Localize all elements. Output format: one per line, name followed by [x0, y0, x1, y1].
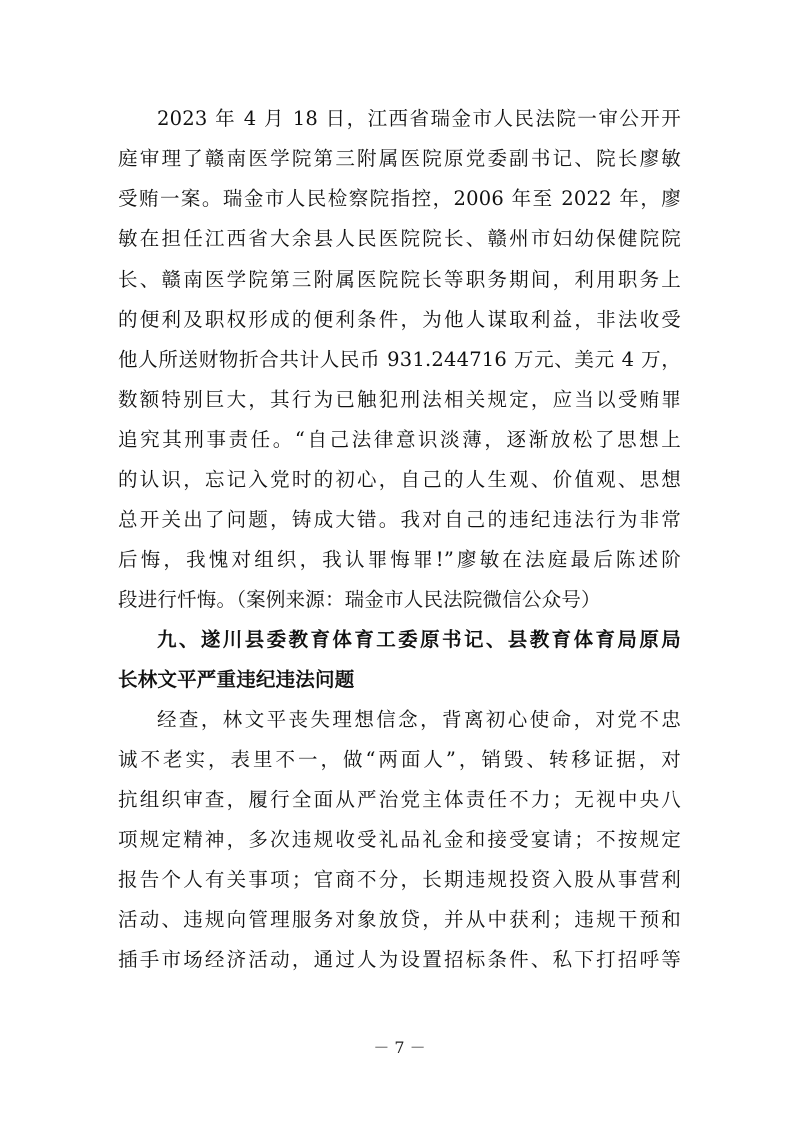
paragraph-1-line-4: 敏在担任江西省大余县人民医院院长、赣州市妇幼保健院院 [118, 227, 681, 250]
paragraph-2-line-6: 活动、违规向管理服务对象放贷，并从中获利；违规干预和 [118, 908, 681, 931]
paragraph-1-line-13: 段进行忏悔。（案例来源：瑞金市人民法院微信公众号） [118, 588, 601, 611]
paragraph-2-line-2: 诚不老实，表里不一，做“两面人”，销毁、转移证据，对 [118, 748, 681, 771]
paragraph-1-line-6: 的便利及职权形成的便利条件，为他人谋取利益，非法收受 [118, 308, 681, 331]
paragraph-2-line-3: 抗组织审查，履行全面从严治党主体责任不力；无视中央八 [118, 788, 681, 811]
paragraph-1-line-12: 后悔，我愧对组织，我认罪悔罪!”廖敏在法庭最后陈述阶 [118, 548, 681, 571]
section-heading-line-2: 长林文平严重违纪违法问题 [118, 668, 355, 691]
paragraph-2-line-1: 经查，林文平丧失理想信念，背离初心使命，对党不忠 [157, 708, 681, 731]
section-heading-line-1: 九、遂川县委教育体育工委原书记、县教育体育局原局 [157, 628, 681, 651]
paragraph-1-line-9: 追究其刑事责任。“自己法律意识淡薄，逐渐放松了思想上 [118, 428, 681, 451]
paragraph-1-line-2: 庭审理了赣南医学院第三附属医院原党委副书记、院长廖敏 [118, 147, 681, 170]
paragraph-1-line-10: 的认识，忘记入党时的初心，自己的人生观、价值观、思想 [118, 468, 681, 491]
paragraph-1-line-7: 他人所送财物折合共计人民币 931.244716 万元、美元 4 万， [118, 348, 681, 371]
paragraph-1-line-5: 长、赣南医学院第三附属医院院长等职务期间，利用职务上 [118, 268, 681, 291]
paragraph-2-line-4: 项规定精神，多次违规收受礼品礼金和接受宴请；不按规定 [118, 828, 681, 851]
paragraph-1-line-1: 2023 年 4 月 18 日，江西省瑞金市人民法院一审公开开 [157, 107, 681, 130]
page-number: － 7 － [373, 1038, 426, 1057]
paragraph-2-line-5: 报告个人有关事项；官商不分，长期违规投资入股从事营利 [118, 868, 681, 891]
paragraph-1-line-11: 总开关出了问题，铸成大错。我对自己的违纪违法行为非常 [118, 508, 681, 531]
paragraph-1-line-3: 受贿一案。瑞金市人民检察院指控，2006 年至 2022 年，廖 [118, 187, 681, 210]
paragraph-1-line-8: 数额特别巨大，其行为已触犯刑法相关规定，应当以受贿罪 [118, 388, 681, 411]
paragraph-2-line-7: 插手市场经济活动，通过人为设置招标条件、私下打招呼等 [118, 948, 681, 971]
